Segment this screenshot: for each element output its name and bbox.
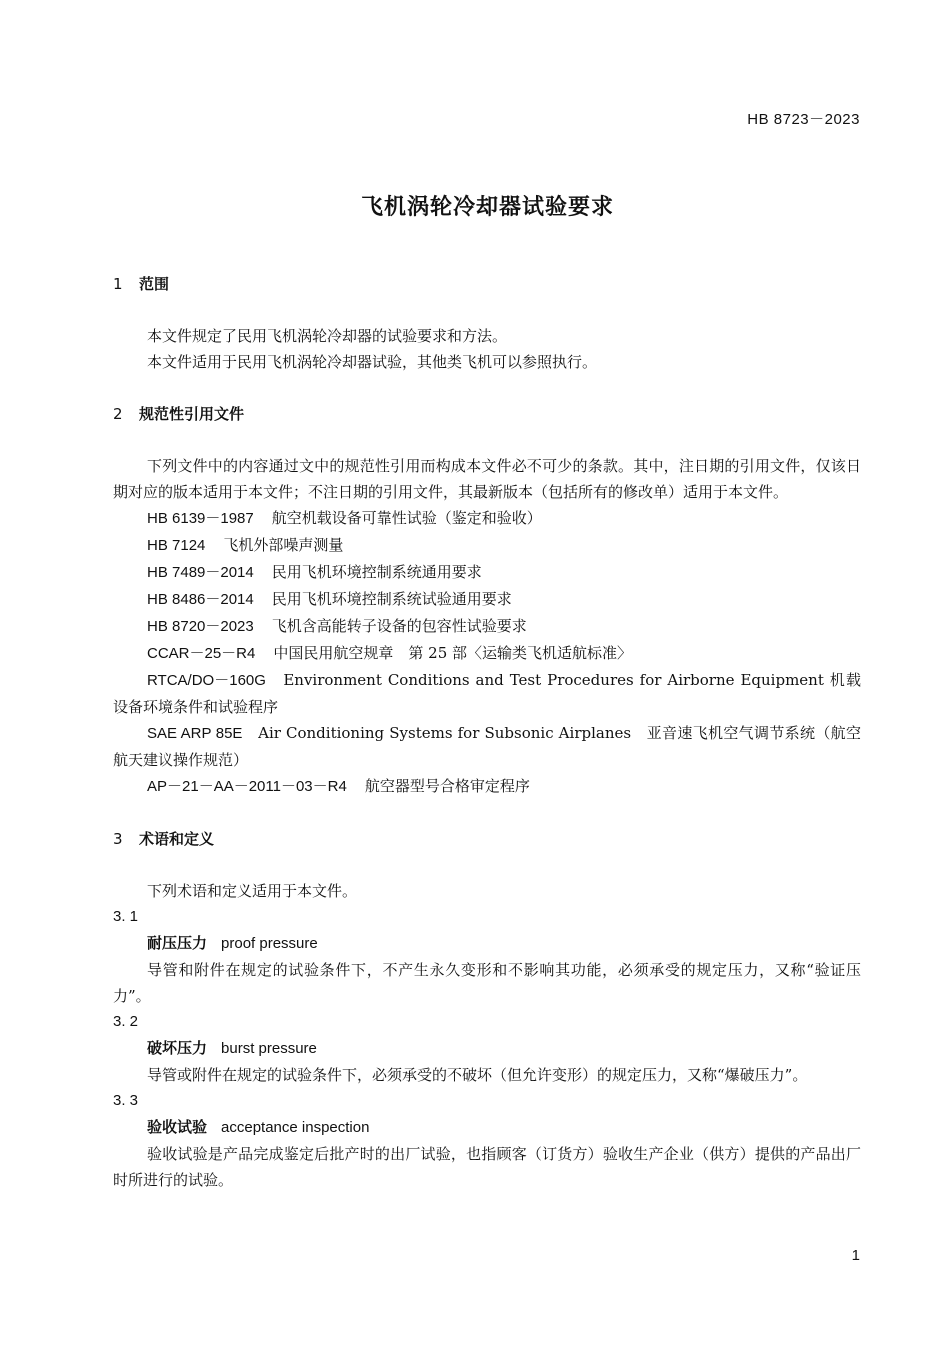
section-title: 范围 xyxy=(139,275,170,293)
section-heading-terms-definitions xyxy=(113,826,861,852)
section-heading-normative-references xyxy=(113,401,861,427)
reference-code: HB 6139－1987 xyxy=(147,510,254,527)
term-english: burst pressure xyxy=(221,1040,317,1057)
page-number: 1 xyxy=(851,1247,860,1264)
reference-item xyxy=(113,559,861,586)
reference-item xyxy=(113,613,861,640)
reference-title: 航空器型号合格审定程序 xyxy=(364,777,530,795)
section-title: 规范性引用文件 xyxy=(139,405,245,423)
term-chinese: 破坏压力 xyxy=(147,1039,208,1057)
reference-item xyxy=(113,773,861,800)
paragraph: 本文件适用于民用飞机涡轮冷却器试验，其他类飞机可以参照执行。 xyxy=(147,353,598,371)
term-english: acceptance inspection xyxy=(221,1119,370,1136)
reference-title: 飞机含高能转子设备的包容性试验要求 xyxy=(271,617,527,635)
term-number: 3. 3 xyxy=(113,1092,139,1109)
reference-code: RTCA/DO－160G xyxy=(147,672,266,689)
reference-item xyxy=(113,532,861,559)
term-number: 3. 1 xyxy=(113,908,139,925)
reference-code: HB 8720－2023 xyxy=(147,618,254,635)
reference-code: HB 7489－2014 xyxy=(147,564,254,581)
document-body xyxy=(113,271,861,1193)
paragraph: 下列文件中的内容通过文中的规范性引用而构成本文件必不可少的条款。其中，注日期的引用文件，仅该日期对应的版本适用于本文件；不注日期的引用文件，其最新版本（包括所有的修改单）适用于本文件。 xyxy=(113,457,861,501)
term-heading xyxy=(113,1035,861,1062)
term-heading xyxy=(113,1114,861,1141)
term-definition: 导管和附件在规定的试验条件下，不产生永久变形和不影响其功能，必须承受的规定压力，又称“验证压力”。 xyxy=(113,961,861,1005)
reference-code: CCAR－25－R4 xyxy=(147,645,256,662)
reference-code: AP－21－AA－2011－03－R4 xyxy=(147,778,347,795)
reference-item xyxy=(113,505,861,532)
reference-title: 中国民用航空规章 第 25 部〈运输类飞机适航标准〉 xyxy=(273,644,633,662)
reference-item xyxy=(113,640,861,667)
reference-code: SAE ARP 85E xyxy=(147,725,243,742)
reference-code: HB 7124 xyxy=(147,537,206,554)
paragraph: 下列术语和定义适用于本文件。 xyxy=(147,882,358,900)
reference-title: 民用飞机环境控制系统通用要求 xyxy=(271,563,482,581)
reference-title: 民用飞机环境控制系统试验通用要求 xyxy=(271,590,512,608)
term-chinese: 验收试验 xyxy=(147,1118,208,1136)
reference-item xyxy=(113,720,861,773)
reference-code: HB 8486－2014 xyxy=(147,591,254,608)
section-number: 3 xyxy=(113,830,123,848)
term-heading xyxy=(113,930,861,957)
reference-item xyxy=(113,667,861,720)
term-definition: 导管或附件在规定的试验条件下，必须承受的不破坏（但允许变形）的规定压力，又称“爆破压力”。 xyxy=(147,1066,808,1084)
section-number: 2 xyxy=(113,405,123,423)
term-definition: 验收试验是产品完成鉴定后批产时的出厂试验，也指顾客（订货方）验收生产企业（供方）提供的产品出厂时所进行的试验。 xyxy=(113,1145,861,1189)
section-heading-scope xyxy=(113,271,861,297)
term-english: proof pressure xyxy=(221,935,318,952)
term-number: 3. 2 xyxy=(113,1013,139,1030)
reference-title: 飞机外部噪声测量 xyxy=(223,536,344,554)
document-title: 飞机涡轮冷却器试验要求 xyxy=(360,195,614,220)
reference-title: Environment Conditions and Test Procedures for Airborne Equipment 机载设备环境条件和试验程序 xyxy=(113,671,861,716)
term-chinese: 耐压压力 xyxy=(147,934,208,952)
paragraph: 本文件规定了民用飞机涡轮冷却器的试验要求和方法。 xyxy=(147,327,508,345)
section-title: 术语和定义 xyxy=(139,830,215,848)
reference-title: Air Conditioning Systems for Subsonic Airplanes 亚音速飞机空气调节系统（航空航天建议操作规范） xyxy=(113,724,861,769)
reference-item xyxy=(113,586,861,613)
section-number: 1 xyxy=(113,275,123,293)
standard-code: HB 8723－2023 xyxy=(747,111,860,128)
reference-title: 航空机载设备可靠性试验（鉴定和验收） xyxy=(271,509,542,527)
